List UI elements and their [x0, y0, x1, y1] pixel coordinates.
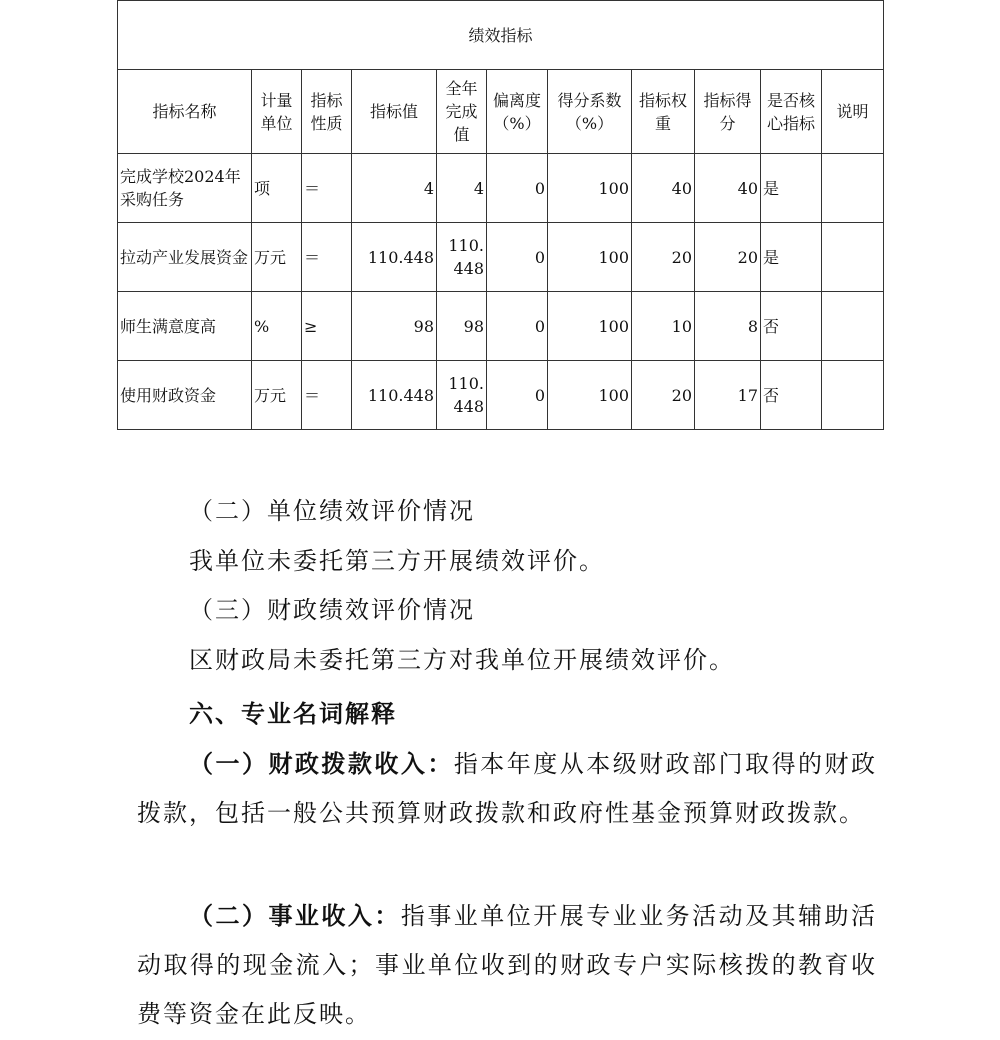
core-indicator-cell: 否: [761, 361, 822, 430]
score-coefficient-cell: 100: [548, 223, 632, 292]
note-cell: [822, 223, 884, 292]
indicator-name-cell: 使用财政资金: [118, 361, 252, 430]
table-title: 绩效指标: [118, 1, 884, 70]
header-cell: 指标值: [352, 70, 437, 154]
table-row: [118, 361, 884, 430]
score-coefficient-cell: 100: [548, 154, 632, 223]
score-coefficient-cell: 100: [548, 292, 632, 361]
nature-cell: ＝: [302, 223, 352, 292]
target-value-cell: 98: [352, 292, 437, 361]
unit-cell: 万元: [252, 223, 302, 292]
target-value-cell: 4: [352, 154, 437, 223]
indicator-name-cell: 完成学校2024年采购任务: [118, 154, 252, 223]
unit-eval-text: 我单位未委托第三方开展绩效评价。: [189, 547, 605, 575]
actual-value-cell: 4: [437, 154, 487, 223]
unit-eval-heading: （二）单位绩效评价情况: [189, 497, 475, 525]
header-cell: 指标得分: [695, 70, 761, 154]
table-row: [118, 154, 884, 223]
term-definition: 指本年度从本级财政部门取得的财政拨款，包括一般公共预算财政拨款和政府性基金预算财政拨款。: [137, 750, 878, 827]
deviation-cell: 0: [487, 223, 548, 292]
header-cell: 得分系数（%）: [548, 70, 632, 154]
nature-cell: ≥: [302, 292, 352, 361]
actual-value-cell: 98: [437, 292, 487, 361]
score-cell: 17: [695, 361, 761, 430]
unit-cell: 项: [252, 154, 302, 223]
table-row: [118, 223, 884, 292]
deviation-cell: 0: [487, 292, 548, 361]
target-value-cell: 110.448: [352, 361, 437, 430]
term-business-income: [137, 891, 877, 1039]
unit-cell: 万元: [252, 361, 302, 430]
actual-value-cell: 110.448: [437, 223, 487, 292]
score-cell: 40: [695, 154, 761, 223]
weight-cell: 20: [632, 223, 695, 292]
deviation-cell: 0: [487, 154, 548, 223]
header-cell: 偏离度（%）: [487, 70, 548, 154]
score-cell: 20: [695, 223, 761, 292]
header-cell: 计量单位: [252, 70, 302, 154]
header-cell: 指标权重: [632, 70, 695, 154]
term-definition: 指事业单位开展专业业务活动及其辅助活动取得的现金流入；事业单位收到的财政专户实际核拨的教育收费等资金在此反映。: [137, 902, 878, 1028]
header-cell: 说明: [822, 70, 884, 154]
note-cell: [822, 154, 884, 223]
term-label: （二）事业收入：: [189, 901, 401, 930]
nature-cell: ＝: [302, 154, 352, 223]
score-cell: 8: [695, 292, 761, 361]
unit-cell: %: [252, 292, 302, 361]
term-label: （一）财政拨款收入：: [189, 749, 454, 778]
table-header-row: [118, 70, 884, 154]
glossary-heading: 六、专业名词解释: [189, 699, 397, 728]
score-coefficient-cell: 100: [548, 361, 632, 430]
core-indicator-cell: 否: [761, 292, 822, 361]
fiscal-eval-heading: （三）财政绩效评价情况: [189, 596, 475, 624]
fiscal-eval-text: 区财政局未委托第三方对我单位开展绩效评价。: [189, 646, 735, 674]
table-row: [118, 292, 884, 361]
target-value-cell: 110.448: [352, 223, 437, 292]
header-cell: 是否核心指标: [761, 70, 822, 154]
indicator-name-cell: 师生满意度高: [118, 292, 252, 361]
note-cell: [822, 361, 884, 430]
deviation-cell: 0: [487, 361, 548, 430]
indicator-name-cell: 拉动产业发展资金: [118, 223, 252, 292]
core-indicator-cell: 是: [761, 154, 822, 223]
nature-cell: ＝: [302, 361, 352, 430]
note-cell: [822, 292, 884, 361]
performance-indicator-table: [117, 0, 884, 430]
weight-cell: 40: [632, 154, 695, 223]
actual-value-cell: 110.448: [437, 361, 487, 430]
header-cell: 全年完成值: [437, 70, 487, 154]
header-cell: 指标名称: [118, 70, 252, 154]
weight-cell: 20: [632, 361, 695, 430]
weight-cell: 10: [632, 292, 695, 361]
header-cell: 指标性质: [302, 70, 352, 154]
term-financial-appropriation: [137, 739, 877, 838]
core-indicator-cell: 是: [761, 223, 822, 292]
